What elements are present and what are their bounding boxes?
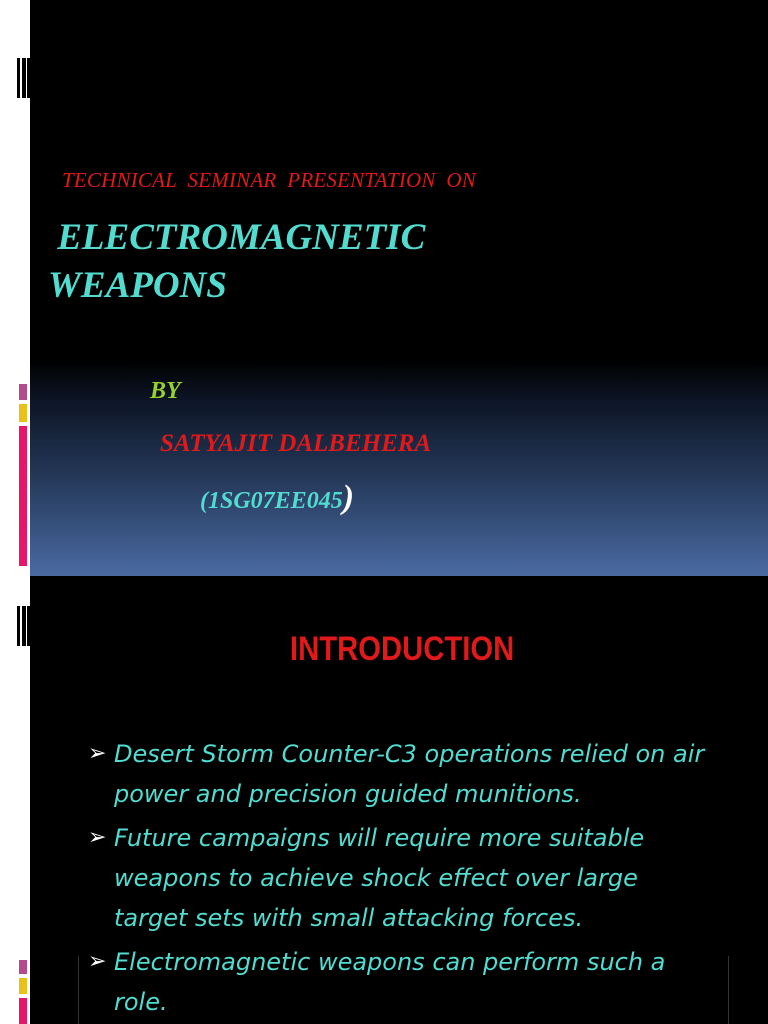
arrow-bullet-icon: ➢ bbox=[88, 949, 107, 974]
list-item-text: Future campaigns will require more suitable weapons to achieve shock effect over large target sets with small attacking forces. bbox=[114, 824, 645, 932]
author-id-text: (1SG07EE045 bbox=[200, 488, 343, 514]
arrow-bullet-icon: ➢ bbox=[88, 741, 107, 766]
bullet-list bbox=[88, 734, 718, 1024]
author-name: SATYAJIT DALBEHERA bbox=[160, 430, 432, 457]
frame-line-left bbox=[78, 956, 79, 1024]
title-line-1: ELECTROMAGNETIC bbox=[48, 217, 426, 258]
list-item bbox=[88, 734, 718, 814]
background-gradient bbox=[0, 360, 768, 576]
list-item bbox=[88, 942, 718, 1022]
title-line-2: WEAPONS bbox=[48, 265, 227, 306]
accent-bar-purple bbox=[19, 960, 27, 974]
arrow-bullet-icon: ➢ bbox=[88, 825, 107, 850]
barcode-decoration bbox=[17, 606, 31, 646]
list-item-text: Desert Storm Counter-C3 operations relied on air power and precision guided munitions. bbox=[114, 740, 705, 808]
accent-bar-yellow bbox=[19, 404, 27, 422]
author-id-close: ) bbox=[342, 479, 355, 516]
barcode-decoration bbox=[17, 58, 31, 98]
presentation-title bbox=[48, 214, 425, 310]
presentation-subtitle: TECHNICAL SEMINAR PRESENTATION ON bbox=[62, 168, 476, 192]
frame-line-right bbox=[728, 956, 729, 1024]
author-id bbox=[200, 479, 354, 517]
accent-bar-purple bbox=[19, 384, 27, 400]
by-label: BY bbox=[150, 378, 181, 404]
list-item bbox=[88, 818, 718, 938]
accent-bar-pink bbox=[19, 998, 27, 1024]
slide-heading: INTRODUCTION bbox=[290, 630, 515, 668]
accent-bar-pink bbox=[19, 426, 27, 566]
introduction-slide bbox=[0, 576, 768, 1024]
list-item-text: Electromagnetic weapons can perform such a role. bbox=[114, 948, 666, 1016]
accent-bar-yellow bbox=[19, 978, 27, 994]
